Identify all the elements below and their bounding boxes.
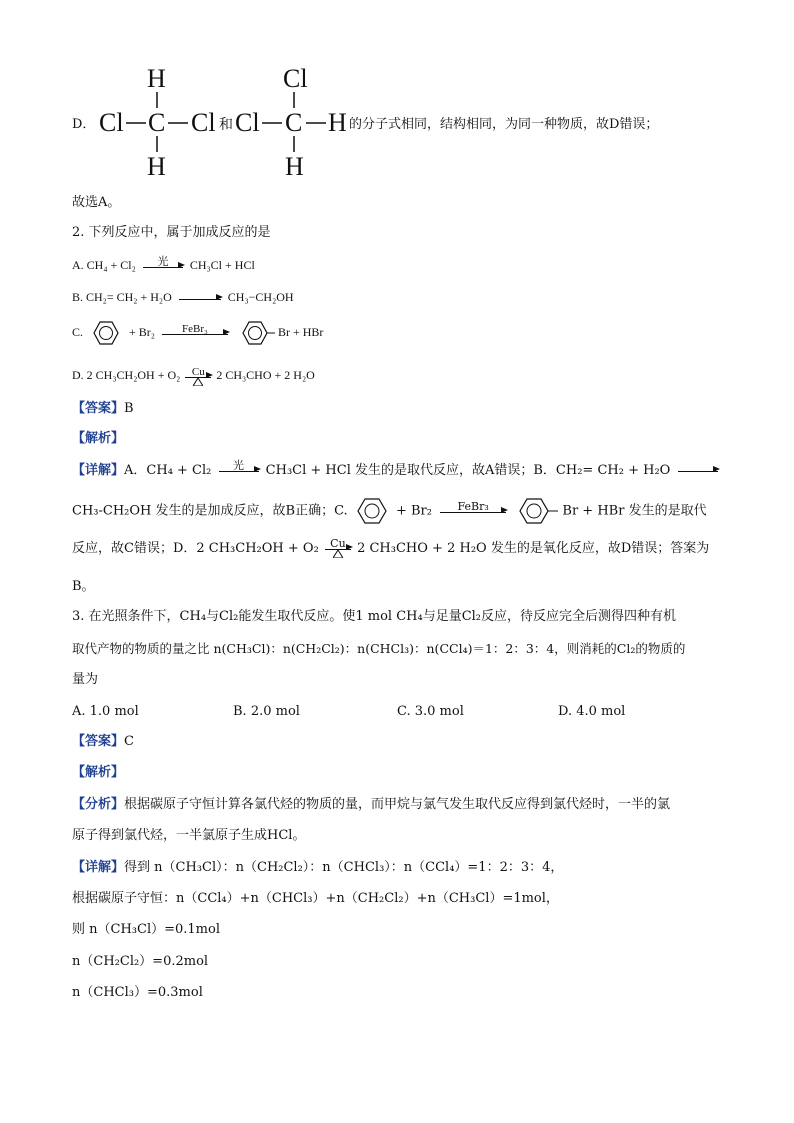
q2-b-left: CH₂= CH₂ + H₂O <box>86 290 172 304</box>
q3-stem-2: 取代产物的物质的量之比 n(CH₃Cl)：n(CH₂Cl₂)：n(CHCl₃)：n(CCl₄)＝1：2：3：4，则消耗的Cl₂的物质的 <box>72 641 686 656</box>
q3-stem-1: 3. 在光照条件下，CH₄与Cl₂能发生取代反应。使1 mol CH₄与足量Cl₂反应，待反应完全后测得四种有机 <box>72 609 677 624</box>
q2-option-a: A. CH₄ + Cl₂ 光 CH₃Cl + HCl <box>72 255 255 272</box>
q2-b-right: CH₃−CH₂OH <box>227 290 294 304</box>
bond-lines <box>0 0 794 200</box>
q2-a-left: CH₄ + Cl₂ <box>86 258 136 272</box>
q2-detail-line-4: B。 <box>72 579 95 594</box>
q2-c-arrow: FeBr₃ <box>162 332 228 335</box>
q3-fenxi-1: 【分析】根据碳原子守恒计算各氯代烃的物质的量，而甲烷与氯气发生取代反应得到氯代烃时，一半的氯 <box>72 797 671 812</box>
q3-detail-1: 【详解】得到 n（CH₃Cl）：n（CH₂Cl₂）：n（CHCl₃）：n（CCl₄）=1：2：3：4， <box>72 860 564 875</box>
mol2-center-atom: C <box>285 108 303 137</box>
q2-a-arrow: 光 <box>143 265 183 268</box>
benzene-ring-icon <box>352 498 392 524</box>
q2-detail-line-2: CH₃-CH₂OH 发生的是加成反应，故B正确；C. + Br₂ FeBr₃ Br + HBr 发生的是取代 <box>72 498 707 524</box>
q3-option-a: A. 1.0 mol <box>72 704 139 719</box>
q2-a-right: CH₃Cl + HCl <box>189 258 255 272</box>
q3-fenxi-2: 原子得到氯代烃，一半氯原子生成HCl。 <box>72 828 306 843</box>
q2-option-d: D. 2 CH₃CH₂OH + O₂ Cu 2 CH₃CHO + 2 H₂O <box>72 366 315 384</box>
benzene-ring-icon <box>86 320 126 346</box>
q3-analysis-tag: 【解析】 <box>72 765 125 780</box>
mol2-right-atom: H <box>328 108 347 137</box>
conjunction: 和 <box>219 117 233 133</box>
mol2-left-atom: Cl <box>235 108 260 137</box>
q3-detail-3: 则 n（CH₃Cl）=0.1mol <box>72 922 220 937</box>
q2-analysis-tag: 【解析】 <box>72 431 125 446</box>
q2-d-left: 2 CH₃CH₂OH + O₂ <box>86 368 181 382</box>
q3-option-b: B. 2.0 mol <box>233 704 300 719</box>
benzene-ring-icon <box>235 320 275 346</box>
detail-arrow-plain <box>678 469 718 472</box>
q2-d-right: 2 CH₃CHO + 2 H₂O <box>216 368 315 382</box>
q2-b-arrow <box>179 297 221 300</box>
option-d-tail: 的分子式相同，结构相同，为同一种物质，故D错误； <box>349 117 659 132</box>
mol1-right-atom: Cl <box>191 108 216 137</box>
q3-detail-5: n（CHCl₃）=0.3mol <box>72 985 203 1000</box>
detail-arrow-febr3: FeBr₃ <box>440 510 506 513</box>
q3-detail-4: n（CH₂Cl₂）=0.2mol <box>72 954 209 969</box>
q2-option-c: C. + Br₂ FeBr₃ Br + HBr <box>72 320 323 346</box>
q2-option-b: B. CH₂= CH₂ + H₂O CH₃−CH₂OH <box>72 290 294 304</box>
benzene-ring-icon <box>514 498 558 524</box>
detail-arrow-light: 光 <box>219 469 259 472</box>
option-d-label: D． <box>72 117 96 132</box>
mol2-top-atom: Cl <box>283 64 308 93</box>
mol1-left-atom: Cl <box>99 108 124 137</box>
mol2-bottom-atom: H <box>285 152 304 181</box>
q2-stem: 2. 下列反应中，属于加成反应的是 <box>72 225 271 240</box>
mol1-top-atom: H <box>147 64 166 93</box>
q2-detail-line-3: 反应，故C错误；D．2 CH₃CH₂OH + O₂ Cu 2 CH₃CHO + 2 H₂O 发生的是氧化反应，故D错误；答案为 <box>72 537 710 556</box>
q3-option-d: D. 4.0 mol <box>558 704 626 719</box>
detail-arrow-cu: Cu <box>325 547 351 550</box>
q3-stem-3: 量为 <box>72 672 99 687</box>
mol1-bottom-atom: H <box>147 152 166 181</box>
q2-d-arrow: Cu <box>185 375 211 378</box>
select-a-line: 故选A。 <box>72 195 121 210</box>
q3-detail-2: 根据碳原子守恒：n（CCl₄）+n（CHCl₃）+n（CH₂Cl₂）+n（CH₃Cl）=1mol， <box>72 891 559 906</box>
q3-option-c: C. 3.0 mol <box>397 704 464 719</box>
q3-answer: 【答案】C <box>72 734 134 749</box>
q2-answer: 【答案】B <box>72 401 134 416</box>
mol1-center-atom: C <box>148 108 166 137</box>
q2-detail-line-1: 【详解】A．CH₄ + Cl₂ 光 CH₃Cl + HCl 发生的是取代反应，故A错误；B．CH₂= CH₂ + H₂O <box>72 462 718 480</box>
